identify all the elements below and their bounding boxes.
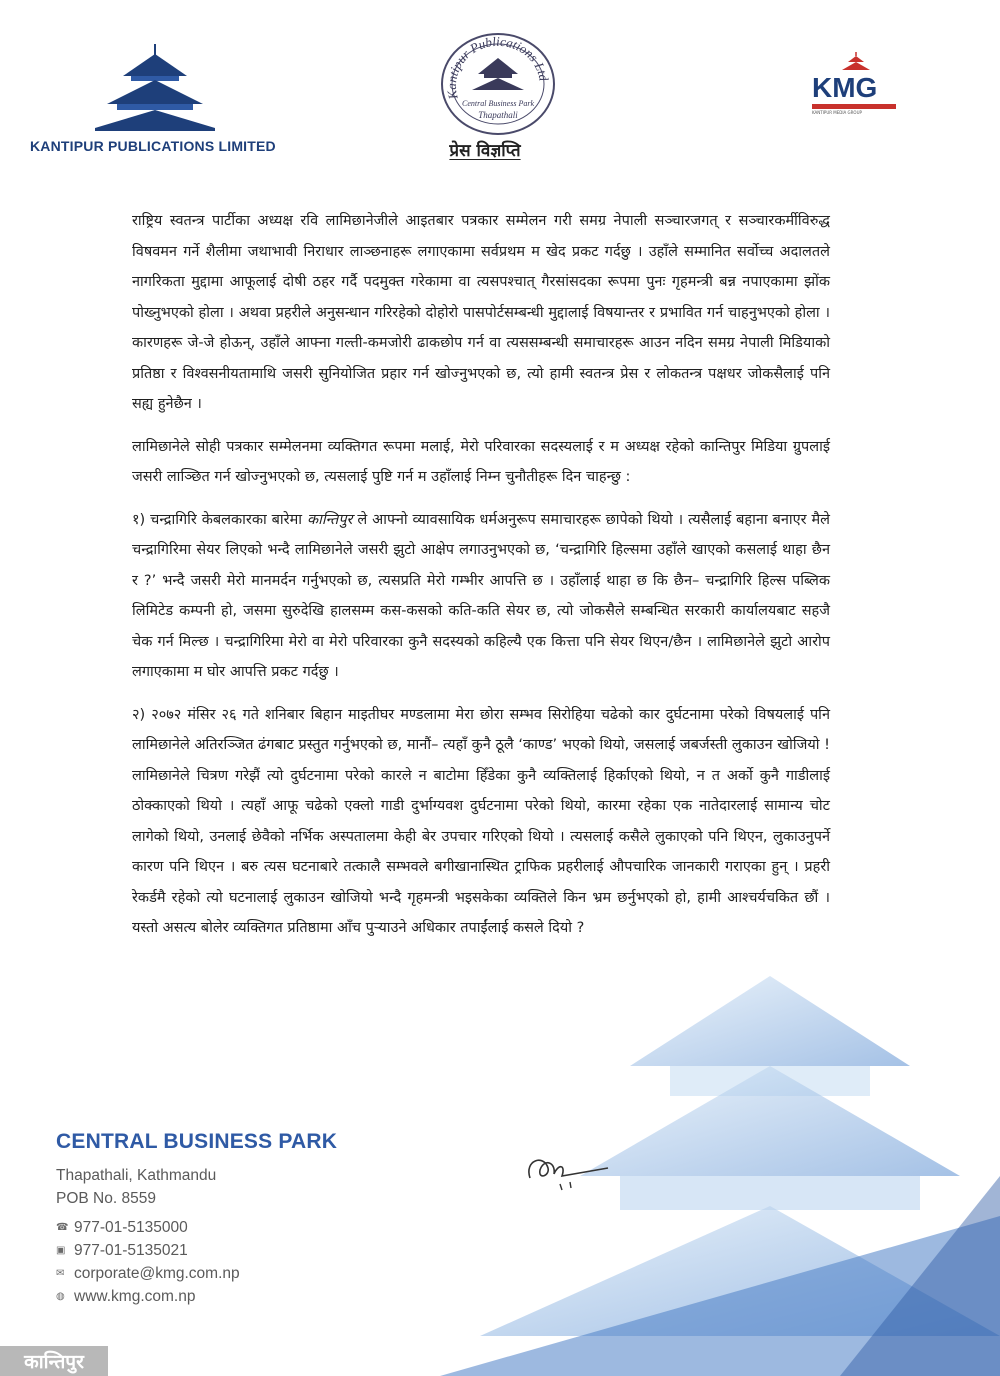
mail-icon: ✉ <box>56 1268 65 1279</box>
press-release-body <box>132 206 830 956</box>
paragraph-1: राष्ट्रिय स्वतन्त्र पार्टीका अध्यक्ष रवि लामिछानेजीले आइतबार पत्रकार सम्मेलन गरी समग्र नेपाली सञ्चारजगत् र सञ्चारकर्मीविरुद्ध विषवमन गर्ने शैलीमा जथाभावी निराधार लाञ्छनाहरू लगाएकामा सर्वप्रथम म खेद प्रकट गर्दछु । उहाँले सम्मानित सर्वोच्च अदालतले नागरिकता मुद्दामा आफूलाई दोषी ठहर गर्दै पदमुक्त गरेकामा वा त्यसपश्चात् गैरसांसदका रूपमा पुनः गृहमन्त्री बन्न नपाएकामा झोंक पोख्नुभएको होला । अथवा प्रहरीले अनुसन्धान गरिरहेको दोहोरो पासपोर्टसम्बन्धी मुद्दालाई विषयान्तर र प्रभावित गर्न चाहनुभएको होला । कारणहरू जे-जे होऊन्, उहाँले आफ्ना गल्ती-कमजोरी ढाकछोप गर्न वा त्यससम्बन्धी समाचारहरू आउन नदिन समग्र नेपाली मिडियाको प्रतिष्ठा र विश्वसनीयतामाथि जसरी सुनियोजित प्रहार गर्न खोज्नुभएको छ, त्यो हामी स्वतन्त्र प्रेस र लोकतन्त्र पक्षधर जोकसैलाई पनि सह्य हुनेछैन । <box>132 213 830 412</box>
phone-line: ☎ 977-01-5135000 <box>56 1216 416 1239</box>
signature <box>522 1150 612 1200</box>
paragraph-2: लामिछानेले सोही पत्रकार सम्मेलनमा व्यक्तिगत रूपमा मलाई, मेरो परिवारका सदस्यलाई र म अध्यक्ष रहेको कान्तिपुर मिडिया ग्रुपलाई जसरी लाञ्छित गर्न खोज्नुभएको छ, त्यसलाई पुष्टि गर्न म उहाँलाई निम्न चुनौतीहरू दिन चाहन्छु : <box>132 438 830 485</box>
footer-contact <box>56 1130 416 1308</box>
seal-line1: Central Business Park <box>462 99 534 108</box>
paragraph-4: २) २०७२ मंसिर २६ गते शनिबार बिहान माइतीघर मण्डलामा मेरा छोरा सम्भव सिरोहिया चढेको कार दुर्घटनामा परेको विषयलाई पनि लामिछानेले अतिरञ्जित ढंगबाट प्रस्तुत गर्नुभएको छ, मानौं– त्यहाँ कुनै ठूलै ‘काण्ड’ भएको थियो, जसलाई जबर्जस्ती लुकाउन खोजियो ! लामिछानेले चित्रण गरेझैं त्यो दुर्घटनामा परेको कारले न बाटोमा हिँडेका कुनै व्यक्तिलाई हिर्काएको थियो, न त अर्को कुनै गाडीलाई ठोक्काएको थियो । त्यहाँ आफू चढेको एक्लो गाडी दुर्भाग्यवश दुर्घटनामा परेको थियो, कारमा रहेका एक नातेदारलाई सामान्य चोट लागेको थियो, उनलाई छेवैको नर्भिक अस्पतालमा केही बेर उपचार गरिएको थियो । त्यसलाई कसैले लुकाएको पनि थिएन, लुकाउनुपर्ने कारण पनि थिएन । बरु त्यस घटनाबारे तत्कालै सम्भवले बगीखानास्थित ट्राफिक प्रहरीलाई औपचारिक जानकारी गराएका हुन् । प्रहरी रेकर्डमै रहेको त्यो घटनालाई लुकाउन खोजियो भन्दै गृहमन्त्री भइसकेका व्यक्तिले किन भ्रम छर्नुभएको हो, हामी आश्चर्यचकित छौं । यस्तो असत्य बोलेर व्यक्तिगत प्रतिष्ठामा आँच पुर्‍याउने अधिकार तपाईंलाई कसले दियो ? <box>132 706 830 936</box>
web-line[interactable]: ◍ www.kmg.com.np <box>56 1285 416 1308</box>
pagoda-mini-icon <box>842 52 870 72</box>
address-line-1: Thapathali, Kathmandu <box>56 1167 217 1184</box>
corner-stamp: कान्तिपुर <box>0 1346 108 1376</box>
seal-line2: Thapathali <box>478 110 518 120</box>
fax-line: ▣ 977-01-5135021 <box>56 1239 416 1262</box>
seal-text: Kantipur Publications Ltd <box>443 33 552 101</box>
footer-title: CENTRAL BUSINESS PARK <box>56 1130 338 1153</box>
company-seal <box>438 28 560 140</box>
address-line-2: POB No. 8559 <box>56 1190 156 1207</box>
kmg-wordmark: KMG <box>812 72 878 103</box>
pagoda-icon <box>95 42 215 132</box>
company-name: KANTIPUR PUBLICATIONS LIMITED <box>30 138 276 154</box>
paragraph-3: १) चन्द्रागिरि केबलकारका बारेमा कान्तिपुर ले आफ्नो व्यावसायिक धर्मअनुरूप समाचारहरू छापेको थियो । त्यसैलाई बहाना बनाएर मैले चन्द्रागिरिमा सेयर लिएको भन्दै लामिछानेले जसरी झुटो आक्षेप लगाउनुभएको छ, ‘चन्द्रागिरि हिल्समा उहाँले खाएको कसलाई थाहा छैन र ?’ भन्दै जसरी मेरो मानमर्दन गर्नुभएको छ, त्यसप्रति मेरो गम्भीर आपत्ति छ । उहाँलाई थाहा छ कि छैन– चन्द्रागिरि हिल्स पब्लिक लिमिटेड कम्पनी हो, जसमा सुरुदेखि हालसम्म कस-कसको कति-कति सेयर छ, त्यो जोकसैले सम्बन्धित सरकारी कार्यालयबाट सहजै चेक गर्न मिल्छ । चन्द्रागिरिमा मेरो वा मेरो परिवारका कुनै सदस्यको कहिल्यै एक कित्ता पनि सेयर थिएन/छैन । लामिछानेले झुटो आरोप लगाएकामा म घोर आपत्ति प्रकट गर्दछु । <box>132 511 830 680</box>
newspaper-name: कान्तिपुर <box>306 511 353 528</box>
kmg-subtitle: KANTIPUR MEDIA GROUP <box>812 110 862 115</box>
fax-icon: ▣ <box>56 1245 66 1256</box>
document-title: प्रेस विज्ञप्ति <box>449 141 521 161</box>
kmg-bar <box>812 104 896 109</box>
kmg-logo <box>812 52 902 115</box>
phone-icon: ☎ <box>56 1222 69 1233</box>
company-logo <box>30 42 280 154</box>
globe-icon: ◍ <box>56 1291 65 1302</box>
temple-watermark <box>440 916 1000 1376</box>
email-line[interactable]: ✉ corporate@kmg.com.np <box>56 1262 416 1285</box>
